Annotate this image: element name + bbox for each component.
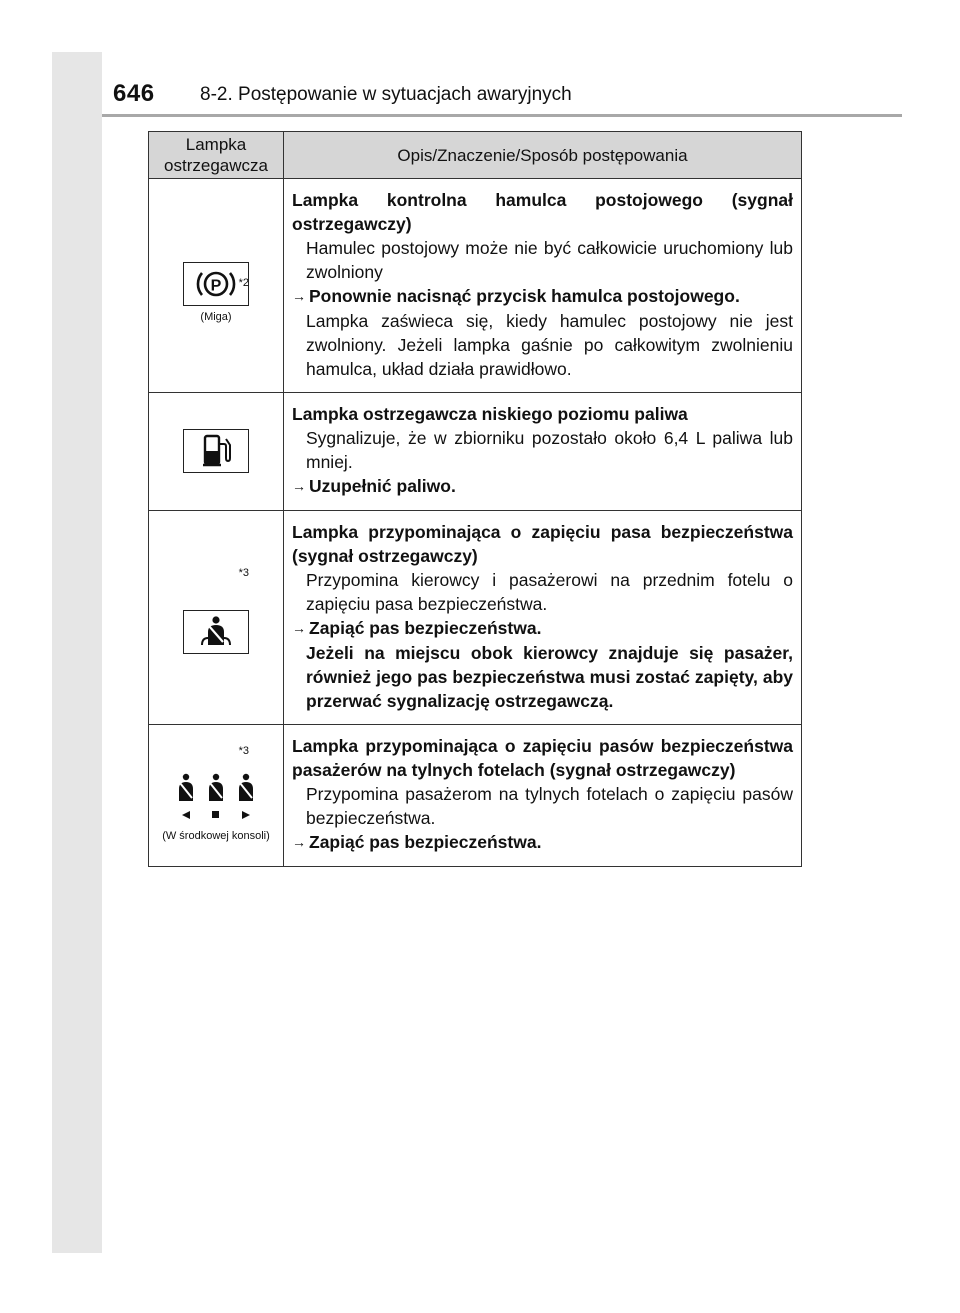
arrow-glyph: → (292, 288, 306, 304)
column-header-description: Opis/Znaczenie/Sposób postępowania (284, 132, 802, 179)
table-row (149, 725, 802, 867)
row-description: Przypomina kierowcy i pasażerowi na przednim fotelu o zapięciu pasa bezpieczeństwa. (306, 570, 793, 614)
table-header-row (149, 132, 802, 179)
description-cell (284, 179, 802, 393)
row-title: Lampka przypominająca o zapięciu pasów bezpieczeństwa pasażerów na tylnych fotelach (sygnał ostrzegawczy) (292, 736, 793, 780)
page-number: 646 (113, 80, 155, 107)
icon-cell (149, 179, 284, 393)
icon-wrapper (149, 771, 283, 842)
icon-cell (149, 393, 284, 511)
row-action (292, 284, 793, 309)
table-row (149, 511, 802, 725)
row-description: Przypomina pasażerom na tylnych fotelach o zapięciu pasów bezpieczeństwa. (306, 784, 793, 828)
row-action-text: Zapiąć pas bezpieczeństwa. (309, 832, 542, 852)
warning-lights-table (148, 131, 802, 867)
row-action (292, 616, 793, 641)
table-row (149, 179, 802, 393)
row-title: Lampka ostrzegawcza niskiego poziomu paliwa (292, 404, 688, 424)
footnote-marker: *3 (238, 745, 249, 757)
row-title: Lampka kontrolna hamulca postojowego (sygnał ostrzegawczy) (292, 190, 793, 234)
seatbelt-icon (183, 610, 249, 654)
footnote-marker: *2 (238, 277, 249, 289)
description-cell (284, 393, 802, 511)
icon-caption: (Miga) (200, 311, 232, 323)
arrow-glyph: → (292, 620, 306, 636)
arrow-glyph: → (292, 478, 306, 494)
footnote-marker: *3 (238, 567, 249, 579)
icon-wrapper (149, 262, 283, 323)
row-action-extra: Jeżeli na miejscu obok kierowcy znajduje się pasażer, również jego pas bezpieczeństwa musi zostać zapięty, aby przerwać sygnalizację ostrzegawczą. (306, 643, 793, 711)
rear-seatbelt-icon (172, 771, 260, 821)
row-description: Sygnalizuje, że w zbiorniku pozostało około 6,4 L paliwa lub mniej. (306, 428, 793, 472)
row-action (292, 830, 793, 855)
side-tab-strip (52, 52, 102, 1253)
icon-caption: (W środkowej konsoli) (162, 830, 270, 842)
icon-cell (149, 511, 284, 725)
column-header-lamp: Lampka ostrzegawcza (149, 132, 284, 179)
row-action-text: Zapiąć pas bezpieczeństwa. (309, 618, 542, 638)
icon-cell (149, 725, 284, 867)
row-title: Lampka przypominająca o zapięciu pasa bezpieczeństwa (sygnał ostrzegawczy) (292, 522, 793, 566)
row-description: Hamulec postojowy może nie być całkowicie uruchomiony lub zwolniony (306, 238, 793, 282)
row-action-text: Ponownie nacisnąć przycisk hamulca postojowego. (309, 286, 740, 306)
arrow-glyph: → (292, 834, 306, 850)
table-row (149, 393, 802, 511)
row-action-text: Uzupełnić paliwo. (309, 476, 456, 496)
section-title: 8-2. Postępowanie w sytuacjach awaryjnych (200, 84, 572, 105)
row-action (292, 474, 793, 499)
svg-text:P: P (210, 277, 222, 295)
row-description-extra: Lampka zaświeca się, kiedy hamulec postojowy nie jest zwolniony. Jeżeli lampka gaśnie po całkowitym zwolnieniu hamulca, układ działa prawidłowo. (306, 311, 793, 379)
description-cell (284, 725, 802, 867)
header-divider (102, 114, 902, 117)
description-cell (284, 511, 802, 725)
fuel-pump-icon (183, 429, 249, 473)
